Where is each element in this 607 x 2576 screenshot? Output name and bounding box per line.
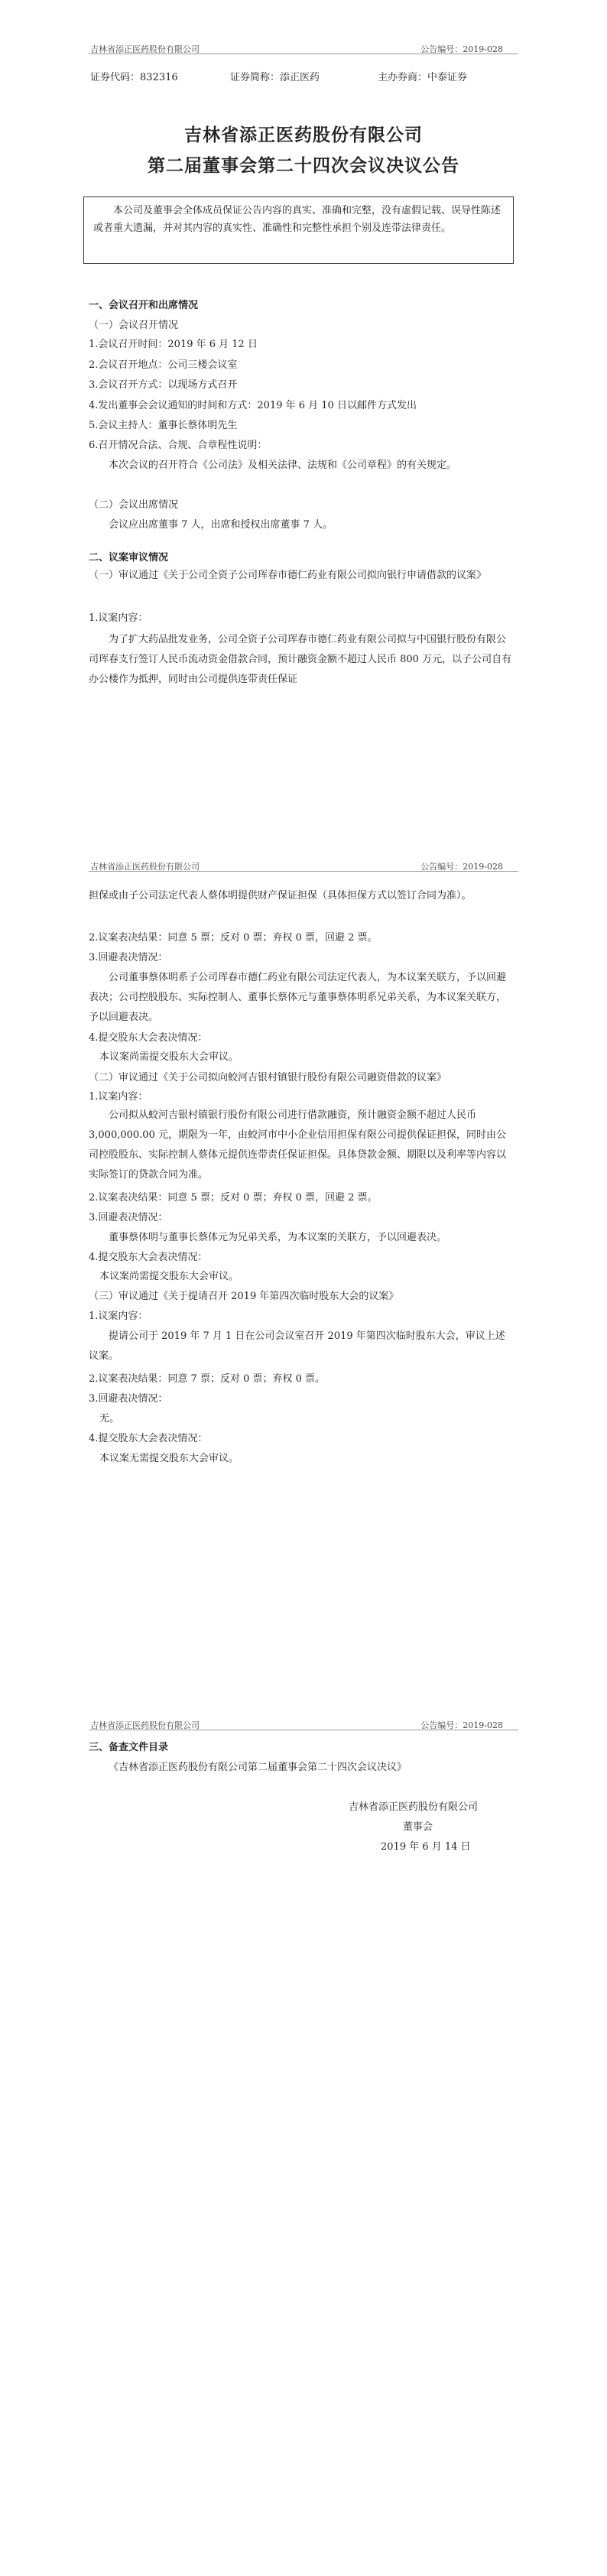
stock-codes — [90, 69, 518, 84]
page-header — [89, 859, 518, 872]
list-item: 4.提交股东大会表决情况： — [89, 1032, 208, 1044]
section-heading: 一、会议召开和出席情况 — [89, 300, 199, 311]
motion-title: （三）审议通过《关于提请召开 2019 年第四次临时股东大会的议案》 — [89, 1291, 399, 1302]
paragraph — [89, 456, 514, 476]
signature-date: 2019 年 6 月 14 日 — [381, 1841, 471, 1853]
section-heading: 二、议案审议情况 — [89, 552, 169, 564]
list-item: 4.发出董事会会议通知的时间和方式：2019 年 6 月 10 日以邮件方式发出 — [89, 400, 417, 411]
list-item: 2.议案表决结果：同意 5 票；反对 0 票；弃权 0 票，回避 2 票。 — [89, 1192, 378, 1204]
page-title: 第二届董事会第二十四次会议决议公告 — [148, 155, 459, 176]
paragraph — [89, 968, 514, 1028]
paragraph — [89, 886, 514, 906]
paragraph — [89, 1327, 514, 1366]
paragraph — [89, 630, 514, 690]
paragraph-text: 本次会议的召开符合《公司法》及相关法律、法规和《公司章程》的有关规定。 — [109, 460, 457, 471]
paragraph-text: 会议应出席董事 7 人，出席和授权出席董事 7 人。 — [109, 519, 333, 531]
list-item: 3.回避表决情况： — [89, 952, 168, 963]
motion-title: （二）审议通过《关于公司拟向蛟河吉银村镇银行股份有限公司融资借款的议案》 — [89, 1072, 447, 1083]
header-company: 吉林省添正医药股份有限公司 — [90, 1720, 200, 1730]
paragraph-text: 本议案尚需提交股东大会审议。 — [99, 1051, 239, 1063]
paragraph-text: 公司拟从蛟河吉银村镇银行股份有限公司进行借款融资，预计融资金额不超过人民币 3,000,000.00 元，期限为一年，由蛟河市中小企业信用担保有限公司提供保证担保，同时由公司控股股东、实际控制人蔡体元提供连带责任保证担保。具体贷款金额、期限以及利率等内容以实际签订的贷款合同为准。 — [89, 1109, 507, 1181]
list-item: 3.回避表决情况： — [89, 1212, 168, 1223]
stock-abbr: 证券简称：添正医药 — [230, 72, 320, 83]
list-item: 2.议案表决结果：同意 5 票；反对 0 票；弃权 0 票，回避 2 票。 — [89, 932, 378, 944]
motion-title-text: （一）审议通过《关于公司全资子公司珲春市德仁药业有限公司拟向银行申请借款的议案》 — [89, 570, 487, 581]
header-notice-no: 公告编号：2019-028 — [420, 1720, 503, 1730]
title-company: 吉林省添正医药股份有限公司 — [184, 125, 423, 145]
reference-document: 《吉林省添正医药股份有限公司第二届董事会第二十四次会议决议》 — [109, 1762, 407, 1773]
list-item: 1.议案内容： — [89, 612, 148, 624]
list-item: 6.召开情况合法、合规、合章程性说明： — [89, 440, 268, 451]
disclaimer-text: 本公司及董事会全体成员保证公告内容的真实、准确和完整，没有虚假记载、误导性陈述或者重大遗漏，并对其内容的真实性、准确性和完整性承担个别及连带法律责任。 — [93, 205, 502, 234]
subsection-heading: （二）会议出席情况 — [89, 499, 179, 511]
page-header — [89, 1717, 518, 1730]
paragraph-text: 担保或由子公司法定代表人蔡体明提供财产保证担保（具体担保方式以签订合同为准）。 — [89, 890, 472, 901]
broker: 主办券商：中泰证券 — [378, 72, 468, 83]
motion-title — [89, 566, 514, 586]
list-item: 4.提交股东大会表决情况： — [89, 1252, 208, 1263]
signature-company: 吉林省添正医药股份有限公司 — [349, 1801, 479, 1813]
list-item: 2.会议召开地点：公司三楼会议室 — [89, 359, 238, 371]
list-item: 3.会议召开方式：以现场方式召开 — [89, 379, 238, 391]
header-notice-no: 公告编号：2019-028 — [420, 862, 503, 872]
header-company: 吉林省添正医药股份有限公司 — [90, 862, 200, 872]
subsection-heading: （一）会议召开情况 — [89, 320, 179, 331]
paragraph — [89, 1106, 514, 1185]
section-heading: 三、备查文件目录 — [89, 1742, 169, 1753]
header-company: 吉林省添正医药股份有限公司 — [90, 44, 200, 54]
list-item: 1.议案内容： — [89, 1311, 148, 1322]
signature-board: 董事会 — [403, 1821, 433, 1833]
paragraph-text: 董事蔡体明与董事长蔡体元为兄弟关系，为本议案的关联方，予以回避表决。 — [109, 1232, 447, 1243]
paragraph-text: 公司董事蔡体明系子公司珲春市德仁药业有限公司法定代表人，为本议案关联方，予以回避表决；公司控股股东、实际控制人、董事长蔡体元与董事蔡体明系兄弟关系，为本议案关联方，予以回避表决。 — [89, 972, 507, 1023]
header-notice-no: 公告编号：2019-028 — [420, 44, 503, 54]
paragraph-text: 无。 — [99, 1413, 120, 1424]
paragraph-text: 本议案尚需提交股东大会审议。 — [99, 1271, 239, 1282]
page-header — [89, 41, 518, 54]
list-item: 2.议案表决结果：同意 7 票；反对 0 票；弃权 0 票。 — [89, 1373, 326, 1385]
disclaimer-box — [83, 197, 514, 264]
list-item: 3.回避表决情况： — [89, 1393, 168, 1405]
stock-code: 证券代码：832316 — [90, 72, 178, 83]
paragraph-text: 本议案无需提交股东大会审议。 — [99, 1453, 239, 1464]
list-item: 1.会议召开时间：2019 年 6 月 12 日 — [89, 339, 258, 350]
list-item: 5.会议主持人：董事长蔡体明先生 — [89, 420, 238, 431]
paragraph-text: 为了扩大药品批发业务，公司全资子公司珲春市德仁药业有限公司拟与中国银行股份有限公司珲春支行签订人民币流动资金借款合同，预计融资金额不超过人民币 800 万元，以子公司自有办公楼作为抵押，同时由公司提供连带责任保证 — [89, 634, 512, 685]
list-item: 4.提交股东大会表决情况： — [89, 1433, 208, 1444]
list-item: 1.议案内容： — [89, 1091, 148, 1103]
paragraph-text: 提请公司于 2019 年 7 月 1 日在公司会议室召开 2019 年第四次临时股东大会，审议上述议案。 — [89, 1330, 505, 1362]
